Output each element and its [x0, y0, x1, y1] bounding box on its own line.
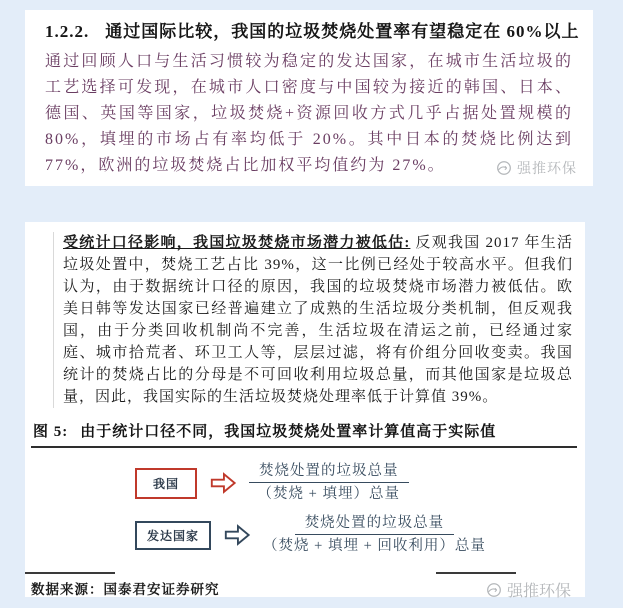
section-number: 1.2.2. [45, 22, 90, 41]
figure-title: 由于统计口径不同，我国垃圾焚烧处置率计算值高于实际值 [80, 424, 497, 440]
section-body-paragraph: 通过回顾人口与生活习惯较为稳定的发达国家，在城市生活垃圾的工艺选择可发现，在城市人口密度与中国较为接近的韩国、日本、德国、英国等国家，垃圾焚烧+资源回收方式几乎占据处置规模的 80%，填埋的市场占有率均低于 20%。其中日本的焚烧比例达到 77%，欧洲的垃圾焚烧占比加权平均值约为 27%。 [45, 53, 573, 174]
figure-caption [31, 422, 577, 448]
figure-label: 图 5: [33, 424, 69, 440]
data-source-text: 数据来源：国泰君安证券研究 [31, 582, 220, 597]
section-title: 通过国际比较，我国的垃圾焚烧处置率有望稳定在 60%以上 [105, 22, 580, 41]
entity-box-china: 我国 [135, 468, 197, 499]
fraction-developed-denominator: （焚烧 + 填埋 + 回收利用）总量 [263, 538, 486, 554]
watermark-bottom [485, 578, 571, 601]
formula-diagram [135, 462, 577, 556]
right-arrow-icon [223, 522, 251, 548]
brand-logo-icon [495, 159, 513, 177]
brand-logo-icon [485, 581, 503, 599]
fraction-developed-numerator: 焚烧处置的垃圾总量 [295, 514, 455, 535]
section-heading [45, 20, 580, 44]
section-panel [25, 10, 593, 186]
fraction-china-numerator: 焚烧处置的垃圾总量 [249, 462, 409, 483]
footer-rule-right [436, 572, 516, 574]
fraction-china [249, 462, 409, 504]
watermark-bottom-block [436, 572, 571, 601]
highlight-lead: 受统计口径影响，我国垃圾焚烧市场潜力被低估: [63, 235, 411, 251]
formula-row-developed [135, 514, 577, 556]
entity-box-developed: 发达国家 [135, 521, 211, 550]
right-arrow-icon [209, 470, 237, 496]
highlight-paragraph [53, 232, 573, 408]
figure-panel [25, 222, 585, 600]
watermark-label: 强推环保 [517, 162, 577, 177]
watermark-top [495, 158, 577, 178]
fraction-china-denominator: （焚烧 + 填埋）总量 [257, 486, 400, 502]
highlight-body: 反观我国 2017 年生活垃圾处置中，焚烧工艺占比 39%，这一比例已经处于较高水平。但我们认为，由于数据统计口径的原因，我国的垃圾焚烧市场潜力被低估。欧美日韩等发达国家已经普遍建立了成熟的生活垃圾分类机制，但反观我国，由于分类回收机制尚不完善，生活垃圾在清运之前，已经通过家庭、城市拾荒者、环卫工人等，层层过滤，将有价组分回收变卖。我国统计的焚烧占比的分母是不可回收利用垃圾总量，而其他国家是垃圾总量，因此，我国实际的生活垃圾焚烧处理率低于计算值 39%。 [63, 235, 573, 405]
footer-rule-left [25, 572, 115, 574]
fraction-developed [263, 514, 486, 556]
data-source-block [25, 572, 220, 598]
formula-row-china [135, 462, 577, 504]
figure-footer [25, 572, 577, 601]
watermark-label: 强推环保 [506, 583, 571, 600]
